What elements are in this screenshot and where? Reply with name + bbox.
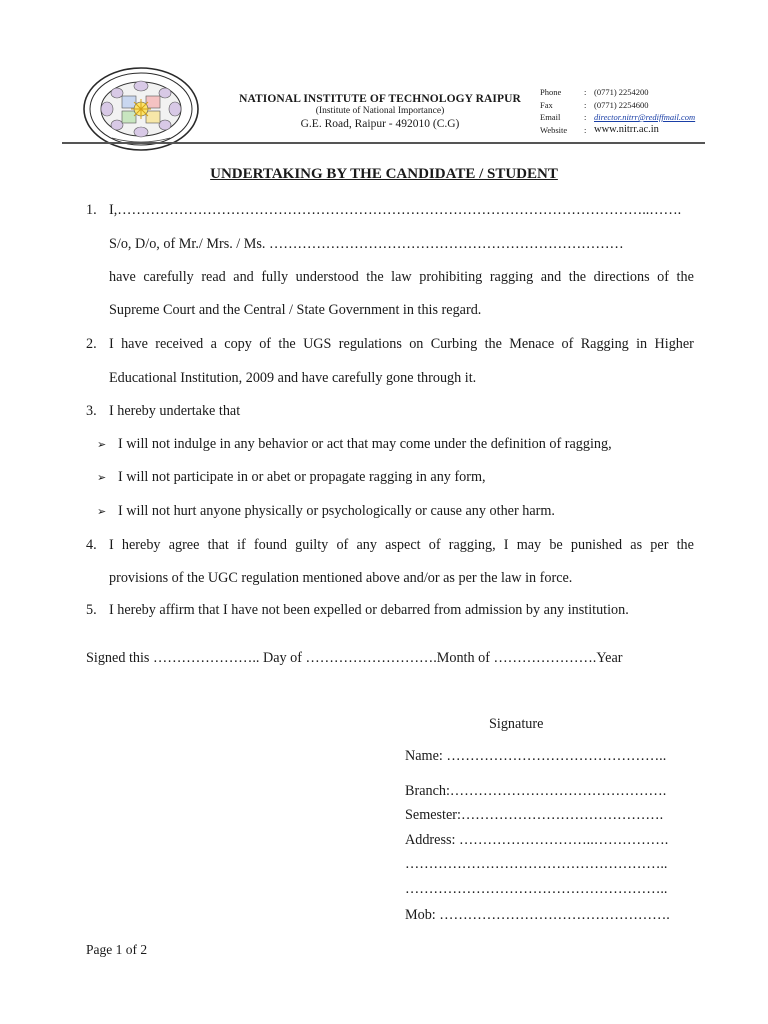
institute-logo [82,66,200,152]
bullet-text: I will not indulge in any behavior or act that may come under the definition of ragging, [118,436,612,452]
institute-subtitle: (Institute of National Importance) [315,106,445,116]
institute-address: G.E. Road, Raipur - 492010 (C.G) [300,118,460,130]
item-text: provisions of the UGC regulation mentioned above and/or as per the law in force. [109,570,573,586]
fax-label: Fax [540,99,553,110]
separator: : [584,112,587,122]
contact-fax [540,99,695,112]
institute-name: NATIONAL INSTITUTE OF TECHNOLOGY RAIPUR [239,93,521,105]
separator: : [584,87,587,97]
bullet-text: I will not participate in or abet or propagate ragging in any form, [118,469,486,485]
email-label: Email [540,112,561,122]
parent-name-line: S/o, D/o, of Mr./ Mrs. / Ms. ………………………………………………………………… [109,236,624,252]
item-text: I hereby agree that if found guilty of any aspect of ragging, I may be punished as per the [109,537,694,553]
item-number: 1. [86,202,97,218]
name-field: Name: ……………………………………….. [405,748,667,764]
fax-value: (0771) 2254600 [594,99,649,110]
item-text: I hereby affirm that I have not been expelled or debarred from admission by any institution. [109,602,629,618]
header-divider [62,142,705,144]
item-text: I have received a copy of the UGS regulations on Curbing the Menace of Ragging in Higher [109,336,694,352]
arrow-bullet-icon: ➢ [97,472,107,484]
candidate-name-line: I,…………………………………………………………………………………………………..……. [109,202,682,218]
contact-website [540,124,695,137]
item-number: 4. [86,537,97,553]
bullet-text: I will not hurt anyone physically or psychologically or cause any other harm. [118,503,555,519]
item-text: Supreme Court and the Central / State Government in this regard. [109,302,482,318]
address-field: Address: ………………………..……………. [405,832,669,848]
signed-date-line: Signed this ………………….. Day of ……………………….Month of ………………….Year [86,650,623,666]
semester-field: Semester:……………………………………. [405,807,664,823]
branch-field: Branch:………………………………………. [405,783,667,799]
item-text: have carefully read and fully understood the law prohibiting ragging and the directions of the [109,269,694,285]
item-number: 2. [86,336,97,352]
email-link[interactable]: director.nitrr@rediffmail.com [594,112,696,122]
contact-email [540,111,695,124]
contact-block [540,86,695,136]
signature-label: Signature [489,716,544,732]
arrow-bullet-icon: ➢ [97,506,107,518]
website-label: Website [540,124,568,135]
contact-phone [540,86,695,99]
phone-value: (0771) 2254200 [594,87,649,97]
address-line: ……………………………………………….. [405,856,668,872]
item-text: Educational Institution, 2009 and have carefully gone through it. [109,370,477,386]
website-link[interactable]: www.nitrr.ac.in [594,123,659,135]
phone-label: Phone [540,87,562,97]
page-number: Page 1 of 2 [86,942,148,957]
item-text: I hereby undertake that [109,403,241,419]
separator: : [584,99,587,110]
separator: : [584,124,587,135]
document-title: UNDERTAKING BY THE CANDIDATE / STUDENT [210,166,558,182]
mobile-field: Mob: …………………………………………. [405,907,670,923]
item-number: 5. [86,602,97,618]
item-number: 3. [86,403,97,419]
institute-block [222,93,538,130]
arrow-bullet-icon: ➢ [97,439,107,451]
address-line: ……………………………………………….. [405,881,668,897]
